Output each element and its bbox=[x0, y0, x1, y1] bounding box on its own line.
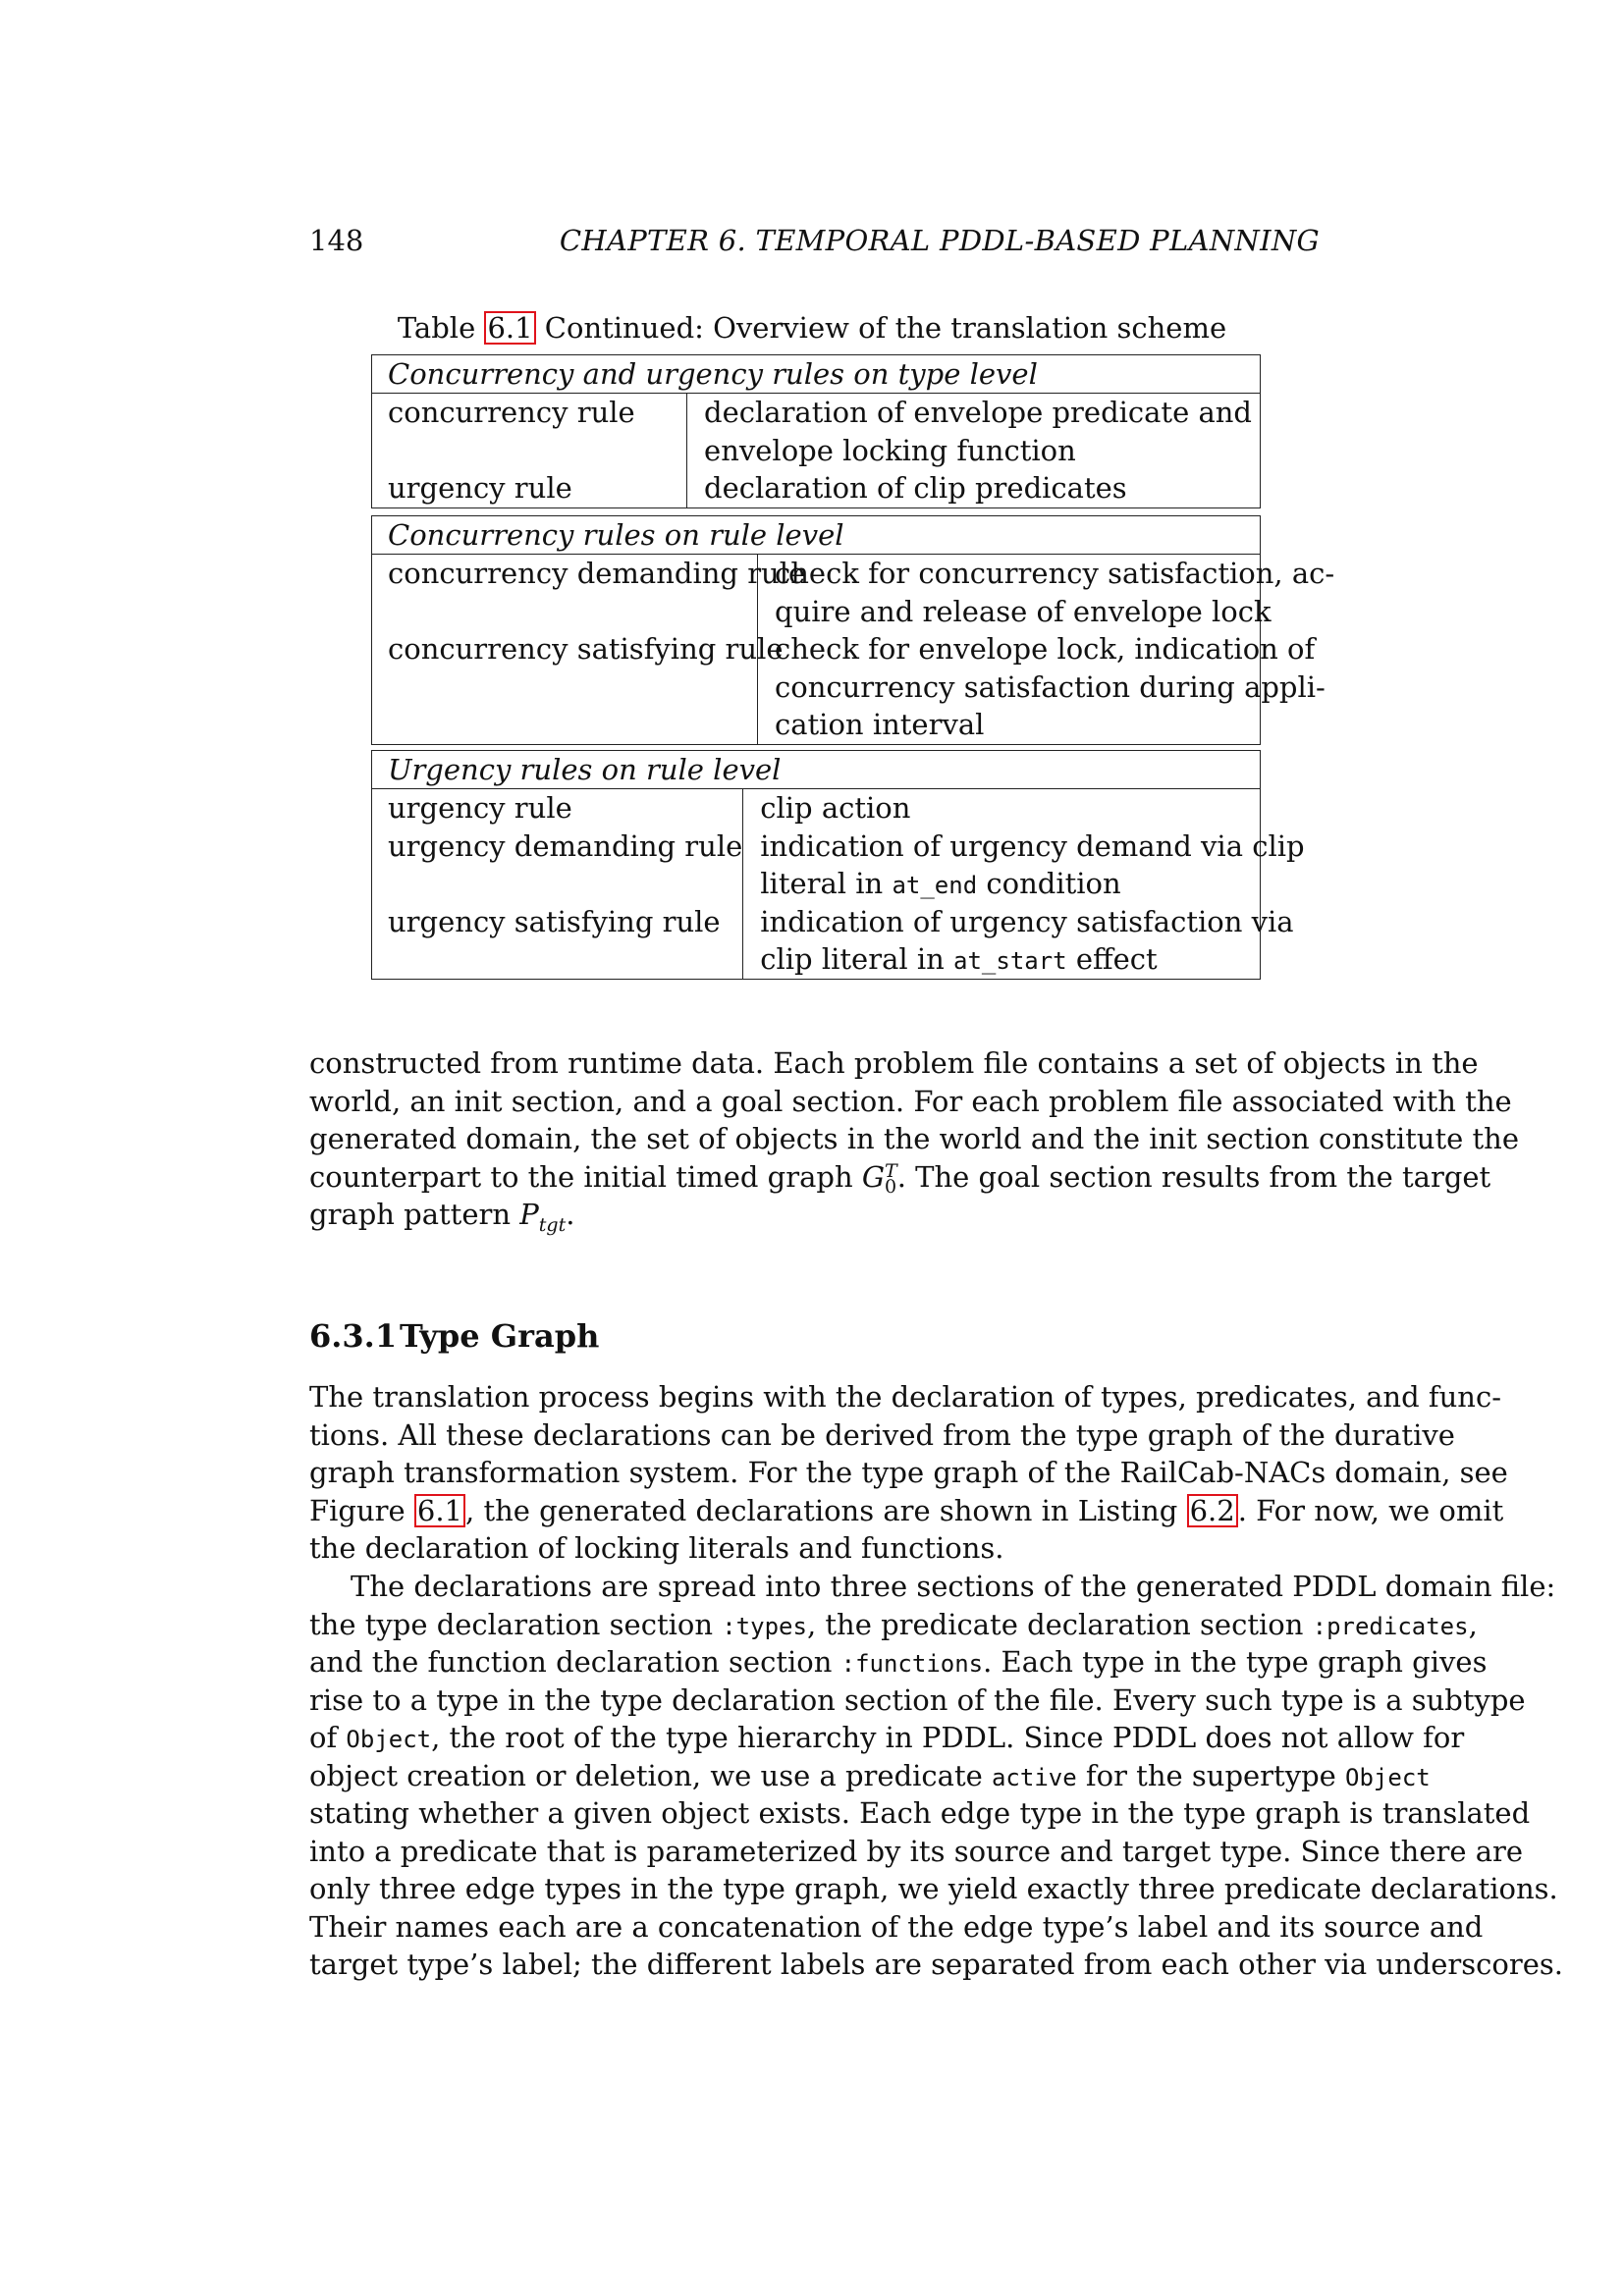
table-cell: quire and release of envelope lock bbox=[775, 594, 1272, 628]
text-line: graph transformation system. For the type graph of the RailCab-NACs domain, see bbox=[309, 1456, 1508, 1489]
intro-paragraph bbox=[309, 1044, 1519, 1236]
table-cell bbox=[760, 865, 1304, 903]
table-left-column bbox=[372, 789, 743, 979]
table-caption bbox=[0, 309, 1624, 347]
section-heading bbox=[309, 1316, 599, 1356]
text-segment: the type declaration section bbox=[309, 1607, 723, 1641]
caption-prefix: Table bbox=[397, 311, 485, 345]
text-segment: . Each type in the type graph gives bbox=[983, 1645, 1488, 1679]
listing-ref-link[interactable]: 6.2 bbox=[1187, 1494, 1238, 1527]
text-line: only three edge types in the type graph, we yield exactly three predicate declarations. bbox=[309, 1872, 1558, 1905]
table-cell: urgency satisfying rule bbox=[388, 904, 721, 938]
text-line bbox=[309, 1492, 1504, 1530]
text-line: tions. All these declarations can be derived from the type graph of the durative bbox=[309, 1417, 1455, 1452]
code-types: :types bbox=[722, 1612, 807, 1640]
table-section-body bbox=[372, 394, 1260, 507]
text-line bbox=[309, 1757, 1431, 1795]
text-line: stating whether a given object exists. Each edge type in the type graph is translated bbox=[309, 1796, 1531, 1830]
cell-text: literal in bbox=[760, 867, 893, 900]
code-object: Object bbox=[346, 1726, 432, 1753]
table-right-column bbox=[687, 394, 1260, 507]
page-number: 148 bbox=[309, 224, 364, 257]
table-cell bbox=[388, 668, 757, 707]
text-line bbox=[309, 1719, 1465, 1757]
text-line bbox=[309, 1158, 1491, 1198]
code-at-end: at_end bbox=[892, 872, 978, 899]
table-cell: urgency demanding rule bbox=[388, 828, 743, 863]
text-segment: of bbox=[309, 1721, 347, 1754]
table-cell: clip action bbox=[760, 791, 911, 825]
table-section-header: Concurrency rules on rule level bbox=[372, 516, 1260, 555]
table-section-header: Urgency rules on rule level bbox=[372, 751, 1260, 789]
code-predicates: :predicates bbox=[1312, 1612, 1469, 1640]
code-object: Object bbox=[1345, 1763, 1431, 1791]
text-segment: counterpart to the initial timed graph bbox=[309, 1159, 862, 1194]
table-cell: concurrency rule bbox=[388, 396, 635, 429]
text-segment: Figure bbox=[309, 1493, 414, 1527]
text-segment: for the supertype bbox=[1076, 1758, 1346, 1792]
text-segment: , bbox=[1468, 1607, 1478, 1641]
table-cell: check for concurrency satisfaction, ac- bbox=[775, 557, 1335, 590]
text-line: rise to a type in the type declaration section of the file. Every such type is a subtype bbox=[309, 1682, 1526, 1717]
table-section-body bbox=[372, 789, 1305, 979]
table-section-type-level bbox=[371, 354, 1261, 508]
table-left-column bbox=[372, 555, 806, 744]
text-line: The declarations are spread into three sections of the generated PDDL domain file: bbox=[351, 1570, 1556, 1603]
text-line bbox=[309, 1643, 1488, 1682]
math-superscript: T bbox=[885, 1159, 897, 1182]
paragraph-1 bbox=[309, 1378, 1508, 1568]
table-cell bbox=[760, 940, 1304, 979]
table-left-column bbox=[372, 394, 687, 507]
text-line bbox=[309, 1196, 1325, 1234]
code-at-start: at_start bbox=[953, 947, 1067, 975]
figure-ref-link[interactable]: 6.1 bbox=[414, 1494, 465, 1527]
table-cell: declaration of clip predicates bbox=[704, 471, 1127, 505]
cell-text: condition bbox=[977, 867, 1121, 900]
text-line: into a predicate that is parameterized by its source and target type. Since there are bbox=[309, 1834, 1524, 1868]
cell-text: effect bbox=[1066, 942, 1158, 976]
text-segment: , the generated declarations are shown in Listing bbox=[465, 1493, 1187, 1527]
text-segment: . The goal section results from the target bbox=[896, 1159, 1491, 1194]
table-section-header: Concurrency and urgency rules on type level bbox=[372, 355, 1260, 394]
table-cell bbox=[388, 593, 757, 631]
running-head: CHAPTER 6. TEMPORAL PDDL-BASED PLANNING bbox=[559, 224, 1320, 257]
text-line: the declaration of locking literals and functions. bbox=[309, 1531, 1004, 1565]
table-cell: concurrency satisfying rule bbox=[388, 632, 784, 666]
text-segment: object creation or deletion, we use a predicate bbox=[309, 1758, 992, 1792]
table-cell bbox=[388, 940, 742, 979]
table-cell: declaration of envelope predicate and bbox=[704, 396, 1252, 429]
code-active: active bbox=[991, 1763, 1077, 1791]
table-cell: concurrency satisfaction during appli- bbox=[775, 669, 1326, 704]
table-cell: indication of urgency demand via clip bbox=[760, 828, 1305, 863]
text-line: constructed from runtime data. Each problem file contains a set of objects in the bbox=[309, 1046, 1479, 1080]
text-line: The translation process begins with the declaration of types, predicates, and func- bbox=[309, 1380, 1502, 1414]
table-cell: check for envelope lock, indication of bbox=[775, 632, 1316, 666]
table-right-column bbox=[743, 789, 1312, 979]
text-line: target type’s label; the different labels are separated from each other via underscores. bbox=[309, 1948, 1563, 1981]
math-symbol: P bbox=[519, 1198, 539, 1231]
paragraph-2 bbox=[309, 1568, 1563, 1984]
text-segment: . bbox=[566, 1198, 575, 1231]
section-title: Type Graph bbox=[400, 1317, 600, 1355]
code-functions: :functions bbox=[840, 1650, 984, 1678]
text-segment: and the function declaration section bbox=[309, 1645, 841, 1679]
text-line: Their names each are a concatenation of the edge type’s label and its source and bbox=[309, 1909, 1484, 1944]
table-cell: concurrency demanding rule bbox=[388, 557, 806, 590]
text-segment: . For now, we omit bbox=[1237, 1493, 1504, 1527]
math-subscript: 0 bbox=[885, 1175, 897, 1198]
section-number: 6.3.1 bbox=[309, 1317, 398, 1355]
text-segment: graph pattern bbox=[309, 1198, 520, 1231]
table-cell: indication of urgency satisfaction via bbox=[760, 904, 1294, 938]
table-cell bbox=[388, 865, 742, 903]
table-cell bbox=[388, 432, 686, 470]
table-cell bbox=[388, 706, 757, 744]
table-cell: envelope locking function bbox=[704, 433, 1076, 467]
text-segment: , the root of the type hierarchy in PDDL. Since PDDL does not allow for bbox=[431, 1721, 1465, 1754]
table-right-column bbox=[758, 555, 1342, 744]
table-section-concurrency-rule-level bbox=[371, 515, 1335, 745]
math-subscript: tgt bbox=[538, 1213, 567, 1236]
text-segment: , the predicate declaration section bbox=[806, 1607, 1313, 1641]
table-section-body bbox=[372, 555, 1335, 744]
table-section-urgency-rule-level bbox=[371, 750, 1305, 980]
table-ref-link[interactable]: 6.1 bbox=[484, 311, 535, 345]
table-cell: urgency rule bbox=[388, 791, 572, 825]
cell-text: clip literal in bbox=[760, 942, 954, 976]
text-line: generated domain, the set of objects in the world and the init section constitute the bbox=[309, 1122, 1519, 1155]
table-cell: cation interval bbox=[775, 708, 985, 741]
text-line bbox=[309, 1606, 1478, 1644]
text-line: world, an init section, and a goal section. For each problem file associated with the bbox=[309, 1084, 1512, 1118]
table-cell: urgency rule bbox=[388, 471, 572, 505]
caption-suffix: Continued: Overview of the translation scheme bbox=[535, 311, 1227, 345]
math-symbol: G bbox=[861, 1159, 886, 1194]
